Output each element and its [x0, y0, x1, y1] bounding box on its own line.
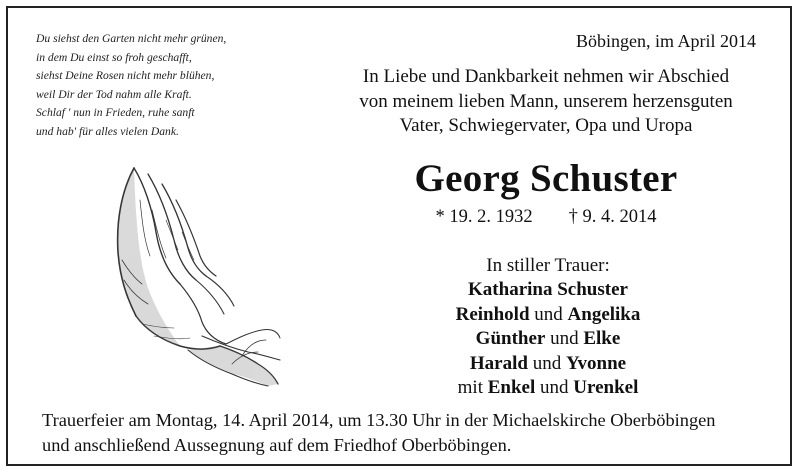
poem-line: weil Dir der Tod nahm alle Kraft.: [36, 87, 192, 101]
conjunction: und: [540, 377, 569, 399]
poem-line: in dem Du einst so froh geschafft,: [36, 50, 192, 64]
mourner-row: [368, 278, 728, 302]
mourner-name: Günther: [475, 328, 546, 350]
praying-hands-icon: [82, 160, 282, 390]
mourner-name: Enkel: [487, 377, 536, 399]
mourner-row: [368, 303, 728, 327]
poem-line: und hab' für alles vielen Dank.: [36, 124, 179, 138]
life-dates: [348, 206, 744, 228]
mourner-row: [368, 327, 728, 351]
poem: [36, 30, 226, 142]
mourner-row: [368, 352, 728, 376]
deceased-name: Georg Schuster: [414, 157, 678, 200]
place-date: Böbingen, im April 2014: [576, 31, 756, 51]
mourner-name: Elke: [583, 328, 621, 350]
preposition: mit: [457, 377, 483, 399]
mourners: [368, 254, 728, 400]
mourner-name: Katharina Schuster: [468, 279, 628, 301]
funeral-info: [42, 408, 716, 458]
intro-line: von meinem lieben Mann, unserem herzensguten: [359, 90, 733, 112]
poem-line: Schlaf ' nun in Frieden, ruhe sanft: [36, 106, 195, 120]
funeral-info-line: Trauerfeier am Montag, 14. April 2014, um 13.30 Uhr in der Michaelskirche Oberböbingen: [42, 410, 716, 430]
birth-date: * 19. 2. 1932: [435, 207, 533, 227]
intro-line: Vater, Schwiegervater, Opa und Uropa: [399, 115, 693, 136]
poem-line: Du siehst den Garten nicht mehr grünen,: [36, 32, 227, 45]
mourner-name: Reinhold: [455, 303, 530, 325]
conjunction: und: [532, 352, 562, 374]
conjunction: und: [550, 328, 579, 350]
mourner-name: Urenkel: [573, 377, 639, 399]
poem-line: siehst Deine Rosen nicht mehr blühen,: [36, 69, 215, 83]
conjunction: und: [534, 303, 563, 325]
death-date: † 9. 4. 2014: [568, 207, 657, 227]
mourner-name: Angelika: [567, 303, 641, 325]
intro-text: [358, 65, 734, 139]
mourner-name: Harald: [469, 352, 528, 374]
funeral-info-line: und anschließend Aussegnung auf dem Friedhof Oberböbingen.: [42, 435, 512, 455]
intro-line: In Liebe und Dankbarkeit nehmen wir Abschied: [362, 66, 730, 87]
mourner-row: [368, 376, 728, 400]
obituary-frame: [6, 6, 792, 466]
mourners-heading: In stiller Trauer:: [486, 255, 610, 276]
mourner-name: Yvonne: [565, 352, 627, 374]
